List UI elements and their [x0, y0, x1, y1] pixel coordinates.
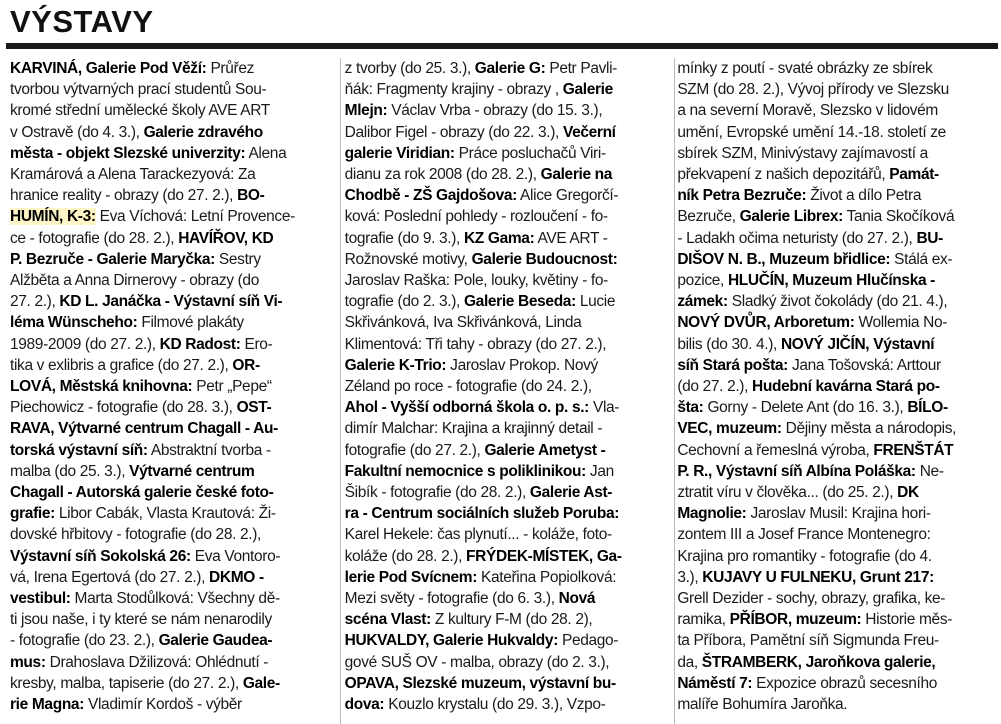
text-line: [345, 397, 674, 418]
text-run: - fotografie (do 23. 2.),: [10, 632, 159, 650]
text-run: a na severní Moravě, Slezsko v lidovém: [677, 102, 938, 120]
text-line: [345, 270, 674, 291]
text-run: Práce posluchačů Viri-: [454, 144, 606, 162]
text-line: [10, 122, 341, 143]
text-run: Abstraktní tvorba -: [147, 441, 271, 459]
text-line: [345, 334, 674, 355]
bold-text-run: P. Bezruče - Galerie Maryčka:: [10, 250, 215, 268]
bold-text-run: rie Magna:: [10, 696, 85, 714]
column-2: [341, 58, 674, 724]
bold-text-run: DKMO -: [209, 568, 264, 586]
text-run: 1989-2009 (do 27. 2.),: [10, 335, 160, 353]
bold-text-run: P. R., Výstavní síň Albína Poláška:: [677, 462, 916, 480]
text-line: [345, 482, 674, 503]
text-line: [345, 503, 674, 524]
bold-text-run: Ahol - Vyšší odborná škola o. p. s.:: [344, 399, 589, 417]
text-line: [10, 609, 341, 630]
text-line: [677, 79, 998, 100]
text-run: Jan: [585, 462, 614, 480]
bold-text-run: Galerie Ast-: [529, 484, 613, 502]
text-run: Cechovní a řemeslná výroba,: [677, 441, 874, 459]
text-run: Marta Stodůlková: Všechny dě-: [70, 590, 280, 608]
text-run: Bezruče,: [677, 208, 740, 226]
text-run: Skřivánková, Iva Skřivánková, Linda: [344, 314, 582, 332]
bold-text-run: Galerie Gaudea-: [158, 632, 273, 650]
text-line: [345, 185, 674, 206]
text-line: [10, 397, 341, 418]
bold-text-run: Galerie na: [540, 166, 613, 184]
text-line: [345, 630, 674, 651]
text-line: [345, 58, 674, 79]
bold-text-run: dova:: [344, 696, 385, 714]
text-run: hranice reality - obrazy (do 27. 2.),: [10, 187, 238, 205]
text-line: [10, 588, 341, 609]
text-line: [10, 567, 341, 588]
text-line: [10, 79, 341, 100]
text-line: [677, 58, 998, 79]
bold-text-run: Galerie zdravého: [143, 123, 263, 141]
text-line: [345, 524, 674, 545]
text-run: Tania Skočíková: [842, 208, 955, 226]
text-line: [10, 376, 341, 397]
bold-text-run: HUMÍN, K-3:: [10, 208, 96, 226]
text-run: Kouzlo krystalu (do 29. 3.), Vzpo-: [384, 696, 606, 714]
bold-text-run: Mlejn:: [344, 102, 388, 120]
text-run: z tvorby (do 25. 3.),: [344, 60, 475, 77]
text-line: [10, 418, 341, 439]
text-run: Život a dílo Petra: [806, 187, 922, 205]
text-line: [345, 355, 674, 376]
text-line: [677, 609, 998, 630]
text-line: [677, 694, 998, 715]
text-line: [345, 291, 674, 312]
text-run: Průřez: [206, 60, 254, 77]
text-run: ňák: Fragmenty krajiny - obrazy ,: [344, 81, 563, 99]
text-line: [677, 270, 998, 291]
text-run: ta Příbora, Pamětní síň Sigmunda Freu-: [677, 632, 939, 650]
text-line: [677, 673, 998, 694]
text-run: tografie (do 2. 3.),: [344, 293, 464, 311]
text-line: [10, 100, 341, 121]
text-line: [677, 503, 998, 524]
text-line: [345, 143, 674, 164]
bold-text-run: grafie:: [10, 505, 55, 523]
text-line: [10, 482, 341, 503]
text-line: [677, 440, 998, 461]
section-title: VÝSTAVY: [10, 4, 154, 39]
text-line: [10, 291, 341, 312]
text-run: koláže (do 28. 2.),: [344, 547, 467, 565]
bold-text-run: Galerie Beseda:: [463, 293, 576, 311]
bold-text-run: KARVINÁ, Galerie Pod Věží:: [10, 60, 207, 77]
text-line: [10, 694, 341, 715]
text-run: dovské hřbitovy - fotografie (do 28. 2.),: [10, 526, 262, 544]
text-run: Jaroslav Raška: Pole, louky, květiny - fo-: [344, 272, 608, 290]
text-run: Šibík - fotografie (do 28. 2.),: [344, 484, 530, 502]
text-line: [677, 652, 998, 673]
text-line: [677, 312, 998, 333]
text-run: da,: [677, 653, 702, 671]
text-run: malba (do 25. 3.),: [10, 462, 130, 480]
bold-text-run: Galerie Budoucnost:: [471, 250, 618, 268]
text-line: [345, 376, 674, 397]
text-run: 3.),: [677, 568, 703, 586]
text-line: [677, 524, 998, 545]
bold-text-run: Magnolie:: [677, 505, 747, 523]
bold-text-run: Galerie Ametyst -: [484, 441, 606, 459]
text-line: [677, 397, 998, 418]
text-line: [345, 588, 674, 609]
text-line: [677, 418, 998, 439]
bold-text-run: síň Stará pošta:: [677, 356, 788, 374]
bold-text-run: Nová: [558, 590, 596, 608]
text-run: Vla-: [589, 399, 620, 417]
text-line: [10, 652, 341, 673]
text-run: Karel Hekele: čas plynutí... - koláže, foto-: [344, 526, 612, 544]
bold-text-run: OPAVA, Slezské muzeum, výstavní bu-: [344, 674, 616, 692]
bold-text-run: HAVÍŘOV, KD: [178, 229, 274, 247]
text-line: [677, 249, 998, 270]
text-run: Dalibor Figel - obrazy (do 22. 3.),: [344, 123, 563, 141]
text-run: Gorny - Delete Ant (do 16. 3.),: [703, 399, 908, 417]
bold-text-run: BU-: [916, 229, 943, 247]
bold-text-run: Galerie G:: [474, 60, 546, 77]
text-line: [10, 440, 341, 461]
header-rule: [6, 43, 998, 49]
bold-text-run: galerie Viridian:: [344, 144, 455, 162]
text-run: Jaroslav Musil: Krajina hori-: [746, 505, 931, 523]
text-line: [677, 546, 998, 567]
text-line: [10, 334, 341, 355]
text-run: ková: Poslední pohledy - rozloučení - fo-: [344, 208, 608, 226]
text-line: [677, 376, 998, 397]
text-line: [345, 228, 674, 249]
text-run: tografie (do 9. 3.),: [344, 229, 464, 247]
text-run: Ne-: [915, 462, 944, 480]
text-line: [345, 673, 674, 694]
text-run: Jaroslav Prokop. Nový: [446, 356, 598, 374]
text-run: Zéland po roce - fotografie (do 24. 2.),: [344, 378, 592, 396]
text-run: 27. 2.),: [10, 293, 60, 311]
text-line: [10, 355, 341, 376]
text-run: zontem III a Josef France Montenegro:: [677, 526, 931, 544]
text-run: Vladimír Kordoš - výběr: [84, 696, 242, 714]
text-line: [677, 185, 998, 206]
text-line: [677, 143, 998, 164]
text-run: Václav Vrba - obrazy (do 15. 3.),: [387, 102, 603, 120]
text-line: [345, 461, 674, 482]
text-run: AVE ART -: [534, 229, 608, 247]
text-run: Alena: [245, 144, 287, 162]
text-run: (do 27. 2.),: [677, 378, 753, 396]
text-run: Jana Tošovská: Arttour: [788, 356, 941, 374]
bold-text-run: DK: [897, 484, 919, 502]
text-run: ramika,: [677, 611, 730, 629]
bold-text-run: ra - Centrum sociálních služeb Poruba:: [344, 505, 620, 523]
text-line: [10, 503, 341, 524]
text-line: [677, 334, 998, 355]
text-run: Sladký život čokolády (do 21. 4.),: [727, 293, 948, 311]
text-line: [10, 312, 341, 333]
bold-text-run: ŠTRAMBERK, Jaroňkova galerie,: [701, 653, 936, 671]
bold-text-run: OR-: [232, 356, 260, 374]
text-run: gové SUŠ OV - malba, obrazy (do 2. 3.),: [344, 653, 610, 671]
bold-text-run: FRENŠTÁT: [873, 441, 954, 459]
bold-text-run: Galerie Librex:: [739, 208, 843, 226]
text-run: Libor Cabák, Vlasta Krautová: Ži-: [54, 505, 276, 523]
bold-text-run: města - objekt Slezské univerzity:: [10, 144, 246, 162]
bold-text-run: Hudební kavárna Stará po-: [752, 378, 940, 396]
bold-text-run: Chagall - Autorská galerie české foto-: [10, 484, 274, 502]
text-run: Kateřina Popiolková:: [477, 568, 617, 586]
text-run: Dějiny města a národopis,: [781, 420, 957, 438]
text-run: Mezi světy - fotografie (do 6. 3.),: [344, 590, 559, 608]
text-line: [10, 143, 341, 164]
text-run: Filmové plakáty: [137, 314, 244, 332]
bold-text-run: Výtvarné centrum: [129, 462, 255, 480]
text-run: mínky z poutí - svaté obrázky ze sbírek: [677, 60, 933, 77]
text-line: [677, 482, 998, 503]
text-line: [10, 630, 341, 651]
text-run: dianu za rok 2008 (do 28. 2.),: [344, 166, 541, 184]
text-run: Klimentová: Tři tahy - obrazy (do 27. 2.),: [344, 335, 607, 353]
bold-text-run: Památ-: [889, 166, 939, 184]
text-line: [677, 461, 998, 482]
bold-text-run: KD L. Janáčka - Výstavní síň Vi-: [59, 293, 283, 311]
text-run: vá, Irena Egertová (do 27. 2.),: [10, 568, 210, 586]
column-3: [673, 58, 998, 724]
bold-text-run: FRÝDEK-MÍSTEK, Ga-: [466, 547, 622, 565]
text-run: v Ostravě (do 4. 3.),: [10, 123, 144, 141]
text-line: [677, 588, 998, 609]
bold-text-run: OST-: [236, 399, 272, 417]
bold-text-run: PŘÍBOR, muzeum:: [729, 611, 862, 629]
text-line: [10, 270, 341, 291]
text-run: Lucie: [575, 293, 616, 311]
bold-text-run: scéna Vlast:: [344, 611, 431, 629]
text-run: tvorbou výtvarných prací studentů Sou-: [10, 81, 267, 99]
text-run: ti jsou naše, i ty které se nám nenarodily: [10, 611, 272, 629]
column-1: [10, 58, 341, 724]
text-line: [10, 206, 341, 227]
bold-text-run: Výstavní síň Sokolská 26:: [10, 547, 191, 565]
text-line: [677, 291, 998, 312]
text-run: Expozice obrazů secesního: [752, 674, 937, 692]
text-run: kresby, malba, tapiserie (do 27. 2.),: [10, 674, 243, 692]
bold-text-run: RAVA, Výtvarné centrum Chagall - Au-: [10, 420, 278, 438]
text-line: [10, 58, 341, 79]
text-run: Alice Gregorčí-: [516, 187, 619, 205]
text-line: [345, 206, 674, 227]
bold-text-run: DIŠOV N. B., Muzeum břidlice:: [677, 250, 891, 268]
text-line: [345, 312, 674, 333]
bold-text-run: NOVÝ DVŮR, Arboretum:: [677, 314, 855, 332]
article-columns: [10, 58, 998, 724]
text-line: [345, 546, 674, 567]
bold-text-run: léma Wünscheho:: [10, 314, 138, 332]
text-run: Historie měs-: [861, 611, 953, 629]
text-line: [10, 185, 341, 206]
bold-text-run: HLUČÍN, Muzeum Hlučínska -: [727, 272, 935, 290]
bold-text-run: šta:: [677, 399, 704, 417]
bold-text-run: KD Radost:: [159, 335, 241, 353]
bold-text-run: KUJAVY U FULNEKU, Grunt 217:: [702, 568, 934, 586]
text-run: Grell Dezider - sochy, obrazy, grafika, ke-: [677, 590, 946, 608]
bold-text-run: Večerní: [562, 123, 616, 141]
text-line: [677, 206, 998, 227]
text-line: [10, 524, 341, 545]
text-line: [677, 630, 998, 651]
text-run: Alžběta a Anna Dirnerovy - obrazy (do: [10, 272, 259, 290]
text-run: Petr „Pepe“: [192, 378, 272, 396]
bold-text-run: BÍLO-: [907, 399, 948, 417]
text-run: pozice,: [677, 272, 728, 290]
bold-text-run: Náměstí 7:: [677, 674, 753, 692]
text-line: [345, 164, 674, 185]
bold-text-run: torská výstavní síň:: [10, 441, 148, 459]
text-run: malíře Bohumíra Jaroňka.: [677, 696, 848, 714]
text-run: Eva Víchová: Letní Provence-: [95, 208, 295, 226]
text-run: tika v exlibris a grafice (do 27. 2.),: [10, 356, 233, 374]
bold-text-run: Gale-: [242, 674, 280, 692]
bold-text-run: lerie Pod Svícnem:: [344, 568, 478, 586]
text-run: Rožnovské motivy,: [344, 250, 472, 268]
text-run: Drahoslava Džilizová: Ohlédnutí -: [45, 653, 269, 671]
text-run: bilis (do 30. 4.),: [677, 335, 781, 353]
text-run: sbírek SZM, Minivýstavy zajímavostí a: [677, 144, 928, 162]
text-line: [345, 440, 674, 461]
bold-text-run: Chodbě - ZŠ Gajdošova:: [344, 187, 517, 205]
text-line: [10, 461, 341, 482]
text-run: Ero-: [240, 335, 273, 353]
text-line: [677, 122, 998, 143]
text-run: Stálá ex-: [890, 250, 953, 268]
text-run: Z kultury F-M (do 28. 2),: [430, 611, 593, 629]
text-line: [345, 609, 674, 630]
bold-text-run: zámek:: [677, 293, 728, 311]
text-run: fotografie (do 27. 2.),: [344, 441, 485, 459]
text-line: [345, 418, 674, 439]
text-line: [10, 673, 341, 694]
bold-text-run: HUKVALDY, Galerie Hukvaldy:: [344, 632, 559, 650]
text-run: SZM (do 28. 2.), Vývoj přírody ve Slezsku: [677, 81, 949, 99]
text-line: [677, 567, 998, 588]
bold-text-run: mus:: [10, 653, 46, 671]
text-line: [345, 100, 674, 121]
text-run: Kramárová a Alena Tarackezyová: Za: [10, 166, 256, 184]
text-line: [10, 164, 341, 185]
text-line: [10, 228, 341, 249]
text-line: [345, 79, 674, 100]
text-run: Pedago-: [558, 632, 619, 650]
text-run: ce - fotografie (do 28. 2.),: [10, 229, 179, 247]
text-line: [677, 355, 998, 376]
bold-text-run: NOVÝ JIČÍN, Výstavní: [780, 335, 935, 353]
bold-text-run: BO-: [237, 187, 265, 205]
text-line: [677, 164, 998, 185]
text-run: překvapení z našich depozitářů,: [677, 166, 890, 184]
text-line: [345, 652, 674, 673]
text-line: [677, 228, 998, 249]
text-line: [10, 249, 341, 270]
bold-text-run: ník Petra Bezruče:: [677, 187, 807, 205]
text-line: [345, 249, 674, 270]
text-line: [345, 122, 674, 143]
text-run: Petr Pavli-: [545, 60, 617, 77]
bold-text-run: LOVÁ, Městská knihovna:: [10, 378, 193, 396]
text-run: Eva Vontoro-: [190, 547, 281, 565]
bold-text-run: Fakultní nemocnice s poliklinikou:: [344, 462, 586, 480]
text-run: Sestry: [214, 250, 261, 268]
text-run: Piechowicz - fotografie (do 28. 3.),: [10, 399, 237, 417]
text-line: [10, 546, 341, 567]
bold-text-run: vestibul:: [10, 590, 71, 608]
bold-text-run: Galerie: [562, 81, 613, 99]
text-run: kromé střední umělecké školy AVE ART: [10, 102, 270, 120]
text-line: [677, 100, 998, 121]
bold-text-run: KZ Gama:: [463, 229, 535, 247]
text-run: Wollemia No-: [854, 314, 948, 332]
text-line: [345, 694, 674, 715]
text-line: [345, 567, 674, 588]
text-run: - Ladakh očima neturisty (do 27. 2.),: [677, 229, 917, 247]
bold-text-run: VEC, muzeum:: [677, 420, 782, 438]
text-run: umění, Evropské umění 14.-18. století ze: [677, 123, 946, 141]
bold-text-run: Galerie K-Trio:: [344, 356, 447, 374]
text-run: dimír Malchar: Krajina a krajinný detail -: [344, 420, 603, 438]
text-run: Krajina pro romantiky - fotografie (do 4.: [677, 547, 932, 565]
text-run: ztratit víru v člověka... (do 25. 2.),: [677, 484, 898, 502]
